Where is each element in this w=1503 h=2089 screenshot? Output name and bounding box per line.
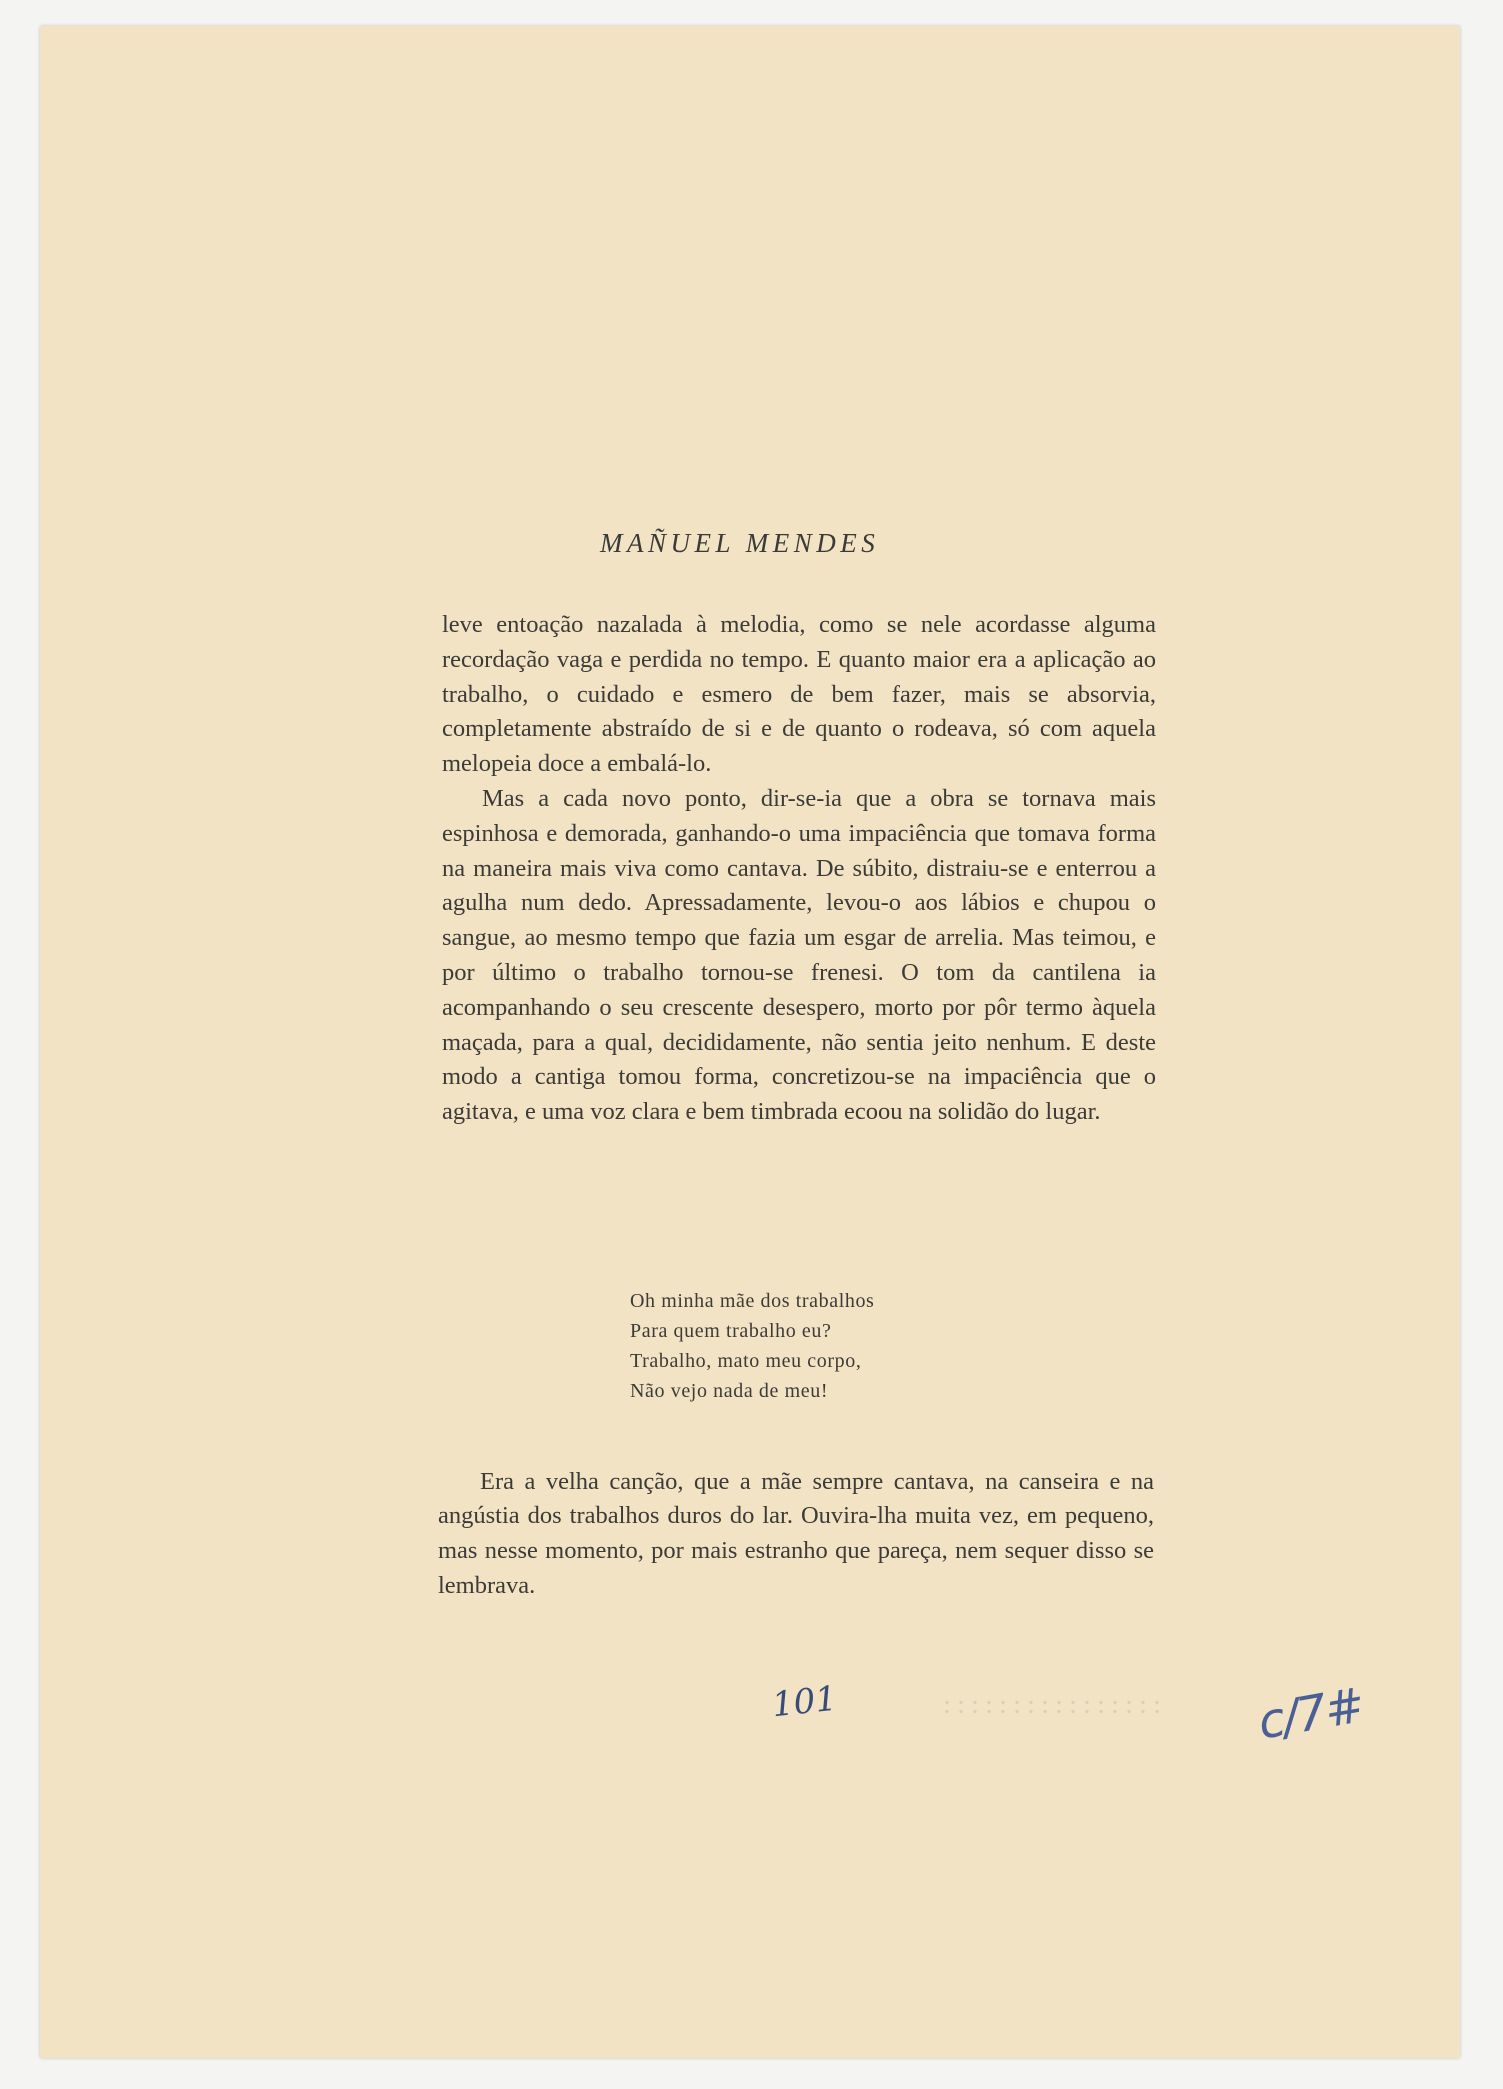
verse-line-4: Não vejo nada de meu!	[630, 1380, 829, 1402]
paper-specks	[940, 1698, 1160, 1718]
paragraph-1: leve entoação nazalada à melodia, como se nele acordasse alguma recordação vaga e perdida no tempo. E quanto maior era a aplicação ao trabalho, o cuidado e esmero de bem fazer, mais se absorvia, completamente abstraído de si e de quanto o rodeava, só com aquela melopeia doce a embalá-lo.	[442, 611, 1156, 778]
handwritten-archive-mark: c/7#	[1253, 1677, 1368, 1751]
verse-line-3: Trabalho, mato meu corpo,	[630, 1350, 862, 1372]
running-title: MAÑUEL MENDES	[600, 528, 880, 558]
verse-line-2: Para quem trabalho eu?	[630, 1320, 832, 1342]
handwritten-page-number: 101	[770, 1678, 839, 1726]
paragraph-2: Mas a cada novo ponto, dir-se-ia que a obra se tornava mais espinhosa e demorada, ganhando-o uma impaciência que tomava forma na maneira mais viva como cantava. De súbito, distraiu-se e enterrou a agulha num dedo. Apressadamente, levou-o aos lábios e chupou o sangue, ao mesmo tempo que fazia um esgar de arrelia. Mas teimou, e por último o trabalho tornou-se frenesi. O tom da cantilena ia acompanhando o seu crescente desespero, morto por pôr termo àquela maçada, para a qual, decididamente, não sentia jeito nenhum. E deste modo a cantiga tomou forma, concretizou-se na impaciência que o agitava, e uma voz clara e bem timbrada ecoou na solidão do lugar.	[442, 784, 1156, 1126]
body-text	[442, 608, 1156, 1130]
verse-quatrain	[630, 1286, 874, 1406]
paper-sheet	[40, 26, 1460, 2058]
closing-paragraph: Era a velha canção, que a mãe sempre cantava, na canseira e na angústia dos trabalhos duros do lar. Ouvira-lha muita vez, em pequeno, mas nesse momento, por mais estranho que pareça, nem sequer disso se lembrava.	[438, 1467, 1154, 1599]
verse-line-1: Oh minha mãe dos trabalhos	[630, 1290, 875, 1312]
